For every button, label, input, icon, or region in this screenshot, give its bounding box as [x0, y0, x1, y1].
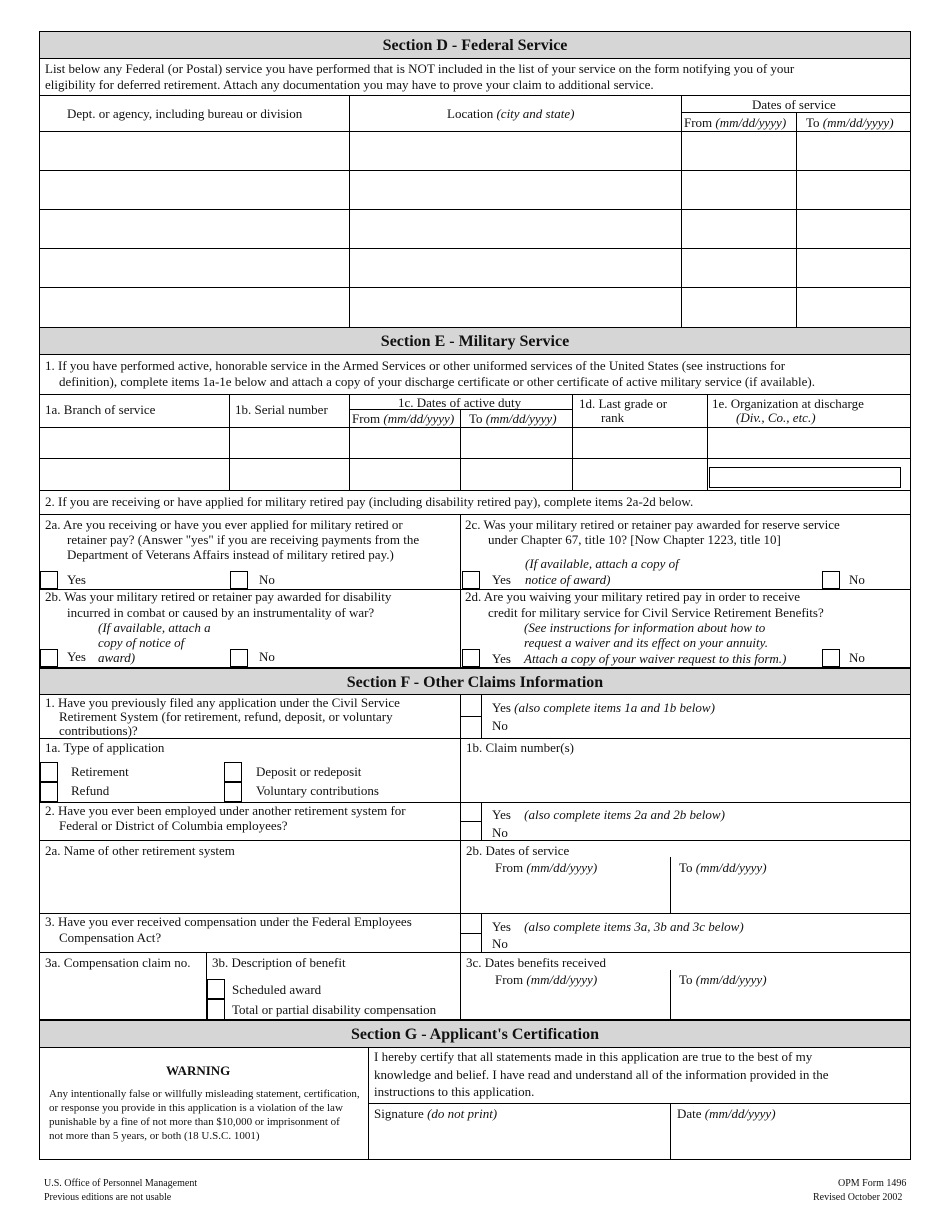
col-1c-from: From (mm/dd/yyyy) — [352, 411, 455, 426]
col-1d-line2: rank — [601, 410, 625, 425]
col-dept: Dept. or agency, including bureau or division — [67, 106, 303, 121]
f-q3c-from: From (mm/dd/yyyy) — [495, 972, 598, 987]
branch-input-1[interactable] — [40, 428, 229, 458]
location-input-5[interactable] — [350, 288, 681, 327]
f-q2b-from-input[interactable] — [461, 876, 670, 912]
f-q3-line1: 3. Have you ever received compensation under the Federal Employees — [45, 914, 412, 929]
q2d-note-line3: Attach a copy of your waiver request to this form.) — [524, 651, 787, 666]
footer-previous: Previous editions are not usable — [44, 1192, 172, 1203]
footer-form: OPM Form 1496 — [838, 1178, 907, 1189]
certify-line1: I hereby certify that all statements made in this application are true to the best of my — [374, 1049, 813, 1064]
f-q3-yes-checkbox[interactable] — [461, 914, 481, 933]
f-q1-line1: 1. Have you previously filed any application under the Civil Service — [45, 695, 400, 710]
q2d-no-label: No — [849, 650, 865, 665]
q2a-yes-label: Yes — [67, 572, 86, 587]
col-1e-hint: (Div., Co., etc.) — [736, 410, 816, 425]
compensation-claim-input[interactable] — [40, 972, 206, 1019]
serial-input-1[interactable] — [230, 428, 349, 458]
warning-title: WARNING — [166, 1063, 231, 1078]
section-e-q1-line2: definition), complete items 1a-1e below and attach a copy of your discharge certificate or other certificate of active military service (if available). — [59, 374, 815, 389]
f-q1-no-checkbox[interactable] — [461, 717, 481, 738]
f-q2-yes: Yes (also complete items 2a and 2b below) — [492, 807, 725, 822]
retirement-label: Retirement — [71, 764, 129, 779]
claim-number-input[interactable] — [461, 756, 910, 802]
col-1d-line1: 1d. Last grade or — [579, 396, 668, 411]
q2d-note-line1: (See instructions for information about how to — [524, 620, 766, 635]
branch-input-2[interactable] — [40, 459, 229, 490]
section-g-title: Section G - Applicant's Certification — [351, 1026, 599, 1043]
to-input-2[interactable] — [797, 171, 910, 209]
section-g-header — [39, 1020, 911, 1048]
q2d-line1: 2d. Are you waiving your military retired pay in order to receive — [465, 589, 801, 604]
serial-input-2[interactable] — [230, 459, 349, 490]
f-q2b-label: 2b. Dates of service — [466, 843, 570, 858]
q2c-line2: under Chapter 67, title 10? [Now Chapter 1223, title 10] — [488, 532, 781, 547]
section-d-intro-line2: eligibility for deferred retirement. Attach any documentation you may have to prove your claim to additional service. — [45, 77, 654, 92]
q2c-yes-label: Yes — [492, 572, 511, 587]
q2d-note-line2: request a waiver and its effect on your annuity. — [524, 635, 768, 650]
q2a-line2: retainer pay? (Answer "yes" if you are receiving payments from the — [67, 532, 420, 547]
f-q2-line2: Federal or District of Columbia employees? — [59, 818, 288, 833]
section-d-intro-line1: List below any Federal (or Postal) service you have performed that is NOT included in the list of your service on the form notifying you of your — [45, 61, 795, 76]
q2a-line3: Department of Veterans Affairs instead of military retired pay.) — [67, 547, 394, 562]
location-input-1[interactable] — [350, 132, 681, 170]
to-input-3[interactable] — [797, 210, 910, 248]
deposit-checkbox[interactable] — [224, 762, 242, 782]
section-e-title: Section E - Military Service — [380, 333, 570, 350]
f-q3c-to-input[interactable] — [671, 988, 910, 1019]
from-input-3[interactable] — [682, 210, 796, 248]
warning-line2: or response you provide in this application is a violation of the law — [49, 1102, 343, 1114]
certify-line3: instructions to this application. — [374, 1084, 535, 1099]
disability-comp-checkbox[interactable] — [207, 999, 225, 1020]
refund-label: Refund — [71, 783, 110, 798]
dept-input-2[interactable] — [40, 171, 349, 209]
dept-input-4[interactable] — [40, 249, 349, 287]
signature-field[interactable] — [369, 1122, 670, 1159]
section-e-q2: 2. If you are receiving or have applied for military retired pay (including disability retired pay), complete items 2a-2d below. — [45, 494, 694, 509]
to-input-5[interactable] — [797, 288, 910, 327]
f-q2b-from: From (mm/dd/yyyy) — [495, 860, 598, 875]
location-input-3[interactable] — [350, 210, 681, 248]
to-input-1[interactable] — [797, 132, 910, 170]
q2b-no-checkbox[interactable] — [230, 649, 248, 667]
q2a-line1: 2a. Are you receiving or have you ever applied for military retired or — [45, 517, 403, 532]
footer-agency: U.S. Office of Personnel Management — [44, 1178, 198, 1189]
dept-input-1[interactable] — [40, 132, 349, 170]
q2c-note-line2: notice of award) — [525, 572, 611, 587]
f-q2-yes-checkbox[interactable] — [461, 803, 481, 821]
q2b-no-label: No — [259, 649, 275, 664]
section-e-q1-line1: 1. If you have performed active, honorable service in the Armed Services or other uniformed services of the United States (see instructions for — [45, 358, 786, 373]
f-q2-line1: 2. Have you ever been employed under another retirement system for — [45, 803, 406, 818]
f-q3b-label: 3b. Description of benefit — [212, 955, 346, 970]
f-q3c-to: To (mm/dd/yyyy) — [679, 972, 767, 987]
voluntary-label: Voluntary contributions — [256, 783, 379, 798]
col-1e: 1e. Organization at discharge — [712, 396, 864, 411]
q2a-yes-checkbox[interactable] — [40, 571, 58, 589]
q2c-no-label: No — [849, 572, 865, 587]
duty-to-input-1[interactable] — [461, 428, 572, 458]
section-d-header — [39, 31, 911, 59]
f-q3-line2: Compensation Act? — [59, 930, 162, 945]
f-q3c-from-input[interactable] — [461, 988, 670, 1019]
q2b-yes-checkbox[interactable] — [40, 649, 58, 667]
q2a-no-checkbox[interactable] — [230, 571, 248, 589]
location-input-2[interactable] — [350, 171, 681, 209]
f-q3-yes: Yes (also complete items 3a, 3b and 3c below) — [492, 919, 744, 934]
warning-line4: not more than 5 years, or both (18 U.S.C. 1001) — [49, 1130, 260, 1142]
f-q1-line2: Retirement System (for retirement, refund, deposit, or voluntary — [59, 709, 393, 724]
refund-checkbox[interactable] — [40, 782, 58, 802]
f-q1b-label: 1b. Claim number(s) — [466, 740, 574, 755]
q2b-note-line3: award) — [98, 650, 136, 665]
col-1c-to: To (mm/dd/yyyy) — [469, 411, 557, 426]
q2b-note-line2: copy of notice of — [98, 635, 185, 650]
duty-from-input-1[interactable] — [350, 428, 460, 458]
q2a-no-label: No — [259, 572, 275, 587]
q2b-yes-label: Yes — [67, 649, 86, 664]
col-from: From (mm/dd/yyyy) — [684, 115, 787, 130]
date-field[interactable] — [671, 1122, 910, 1159]
organization-input-2[interactable] — [709, 467, 901, 488]
f-q3-no-checkbox[interactable] — [461, 934, 481, 952]
from-input-4[interactable] — [682, 249, 796, 287]
f-q2b-to: To (mm/dd/yyyy) — [679, 860, 767, 875]
signature-label: Signature (do not print) — [374, 1106, 498, 1121]
scheduled-award-checkbox[interactable] — [207, 979, 225, 999]
q2c-line1: 2c. Was your military retired or retainer pay awarded for reserve service — [465, 517, 840, 532]
f-q2-no-checkbox[interactable] — [461, 822, 481, 840]
from-input-1[interactable] — [682, 132, 796, 170]
grade-input-2[interactable] — [573, 459, 707, 490]
disability-comp-label: Total or partial disability compensation — [232, 1002, 437, 1017]
scheduled-award-label: Scheduled award — [232, 982, 322, 997]
f-q2b-to-input[interactable] — [671, 876, 910, 912]
q2c-note-line1: (If available, attach a copy of — [525, 556, 679, 571]
section-f-title: Section F - Other Claims Information — [346, 674, 604, 691]
f-q3c-label: 3c. Dates benefits received — [466, 955, 607, 970]
from-input-2[interactable] — [682, 171, 796, 209]
f-q1-no: No — [492, 718, 508, 733]
warning-line1: Any intentionally false or willfully misleading statement, certification, — [49, 1088, 360, 1100]
footer-revised: Revised October 2002 — [813, 1192, 903, 1203]
col-1b: 1b. Serial number — [235, 402, 328, 417]
section-d-title: Section D - Federal Service — [382, 37, 568, 54]
col-dates: Dates of service — [752, 97, 836, 112]
retirement-checkbox[interactable] — [40, 762, 58, 782]
q2d-line2: credit for military service for Civil Service Retirement Benefits? — [488, 605, 824, 620]
section-f-header — [39, 668, 911, 695]
duty-to-input-2[interactable] — [461, 459, 572, 490]
section-e-header — [39, 327, 911, 355]
f-q1a-label: 1a. Type of application — [45, 740, 165, 755]
q2b-note-line1: (If available, attach a — [98, 620, 211, 635]
location-input-4[interactable] — [350, 249, 681, 287]
f-q2a-label: 2a. Name of other retirement system — [45, 843, 235, 858]
f-q1-line3: contributions)? — [59, 723, 138, 738]
f-q3a-label: 3a. Compensation claim no. — [45, 955, 191, 970]
col-1a: 1a. Branch of service — [45, 402, 156, 417]
deposit-label: Deposit or redeposit — [256, 764, 362, 779]
other-system-input[interactable] — [40, 860, 460, 912]
date-label: Date (mm/dd/yyyy) — [677, 1106, 776, 1121]
f-q1-yes: Yes (also complete items 1a and 1b below) — [492, 700, 715, 715]
q2c-no-checkbox[interactable] — [822, 571, 840, 589]
q2d-yes-checkbox[interactable] — [462, 649, 480, 667]
col-to: To (mm/dd/yyyy) — [806, 115, 894, 130]
organization-input-1[interactable] — [708, 428, 910, 458]
from-input-5[interactable] — [682, 288, 796, 327]
q2d-no-checkbox[interactable] — [822, 649, 840, 667]
f-q2-no: No — [492, 825, 508, 840]
col-location: Location (city and state) — [447, 106, 575, 121]
dept-input-3[interactable] — [40, 210, 349, 248]
duty-from-input-2[interactable] — [350, 459, 460, 490]
q2c-yes-checkbox[interactable] — [462, 571, 480, 589]
q2b-line2: incurred in combat or caused by an instrumentality of war? — [67, 605, 375, 620]
voluntary-checkbox[interactable] — [224, 782, 242, 802]
dept-input-5[interactable] — [40, 288, 349, 327]
f-q1-yes-checkbox[interactable] — [461, 695, 481, 716]
q2b-line1: 2b. Was your military retired or retainer pay awarded for disability — [45, 589, 392, 604]
col-1c: 1c. Dates of active duty — [398, 395, 522, 410]
warning-line3: punishable by a fine of not more than $10,000 or imprisonment of — [49, 1116, 340, 1128]
certify-line2: knowledge and belief. I have read and understand all of the information provided in the — [374, 1067, 829, 1082]
to-input-4[interactable] — [797, 249, 910, 287]
q2d-yes-label: Yes — [492, 651, 511, 666]
f-q3-no: No — [492, 936, 508, 951]
grade-input-1[interactable] — [573, 428, 707, 458]
